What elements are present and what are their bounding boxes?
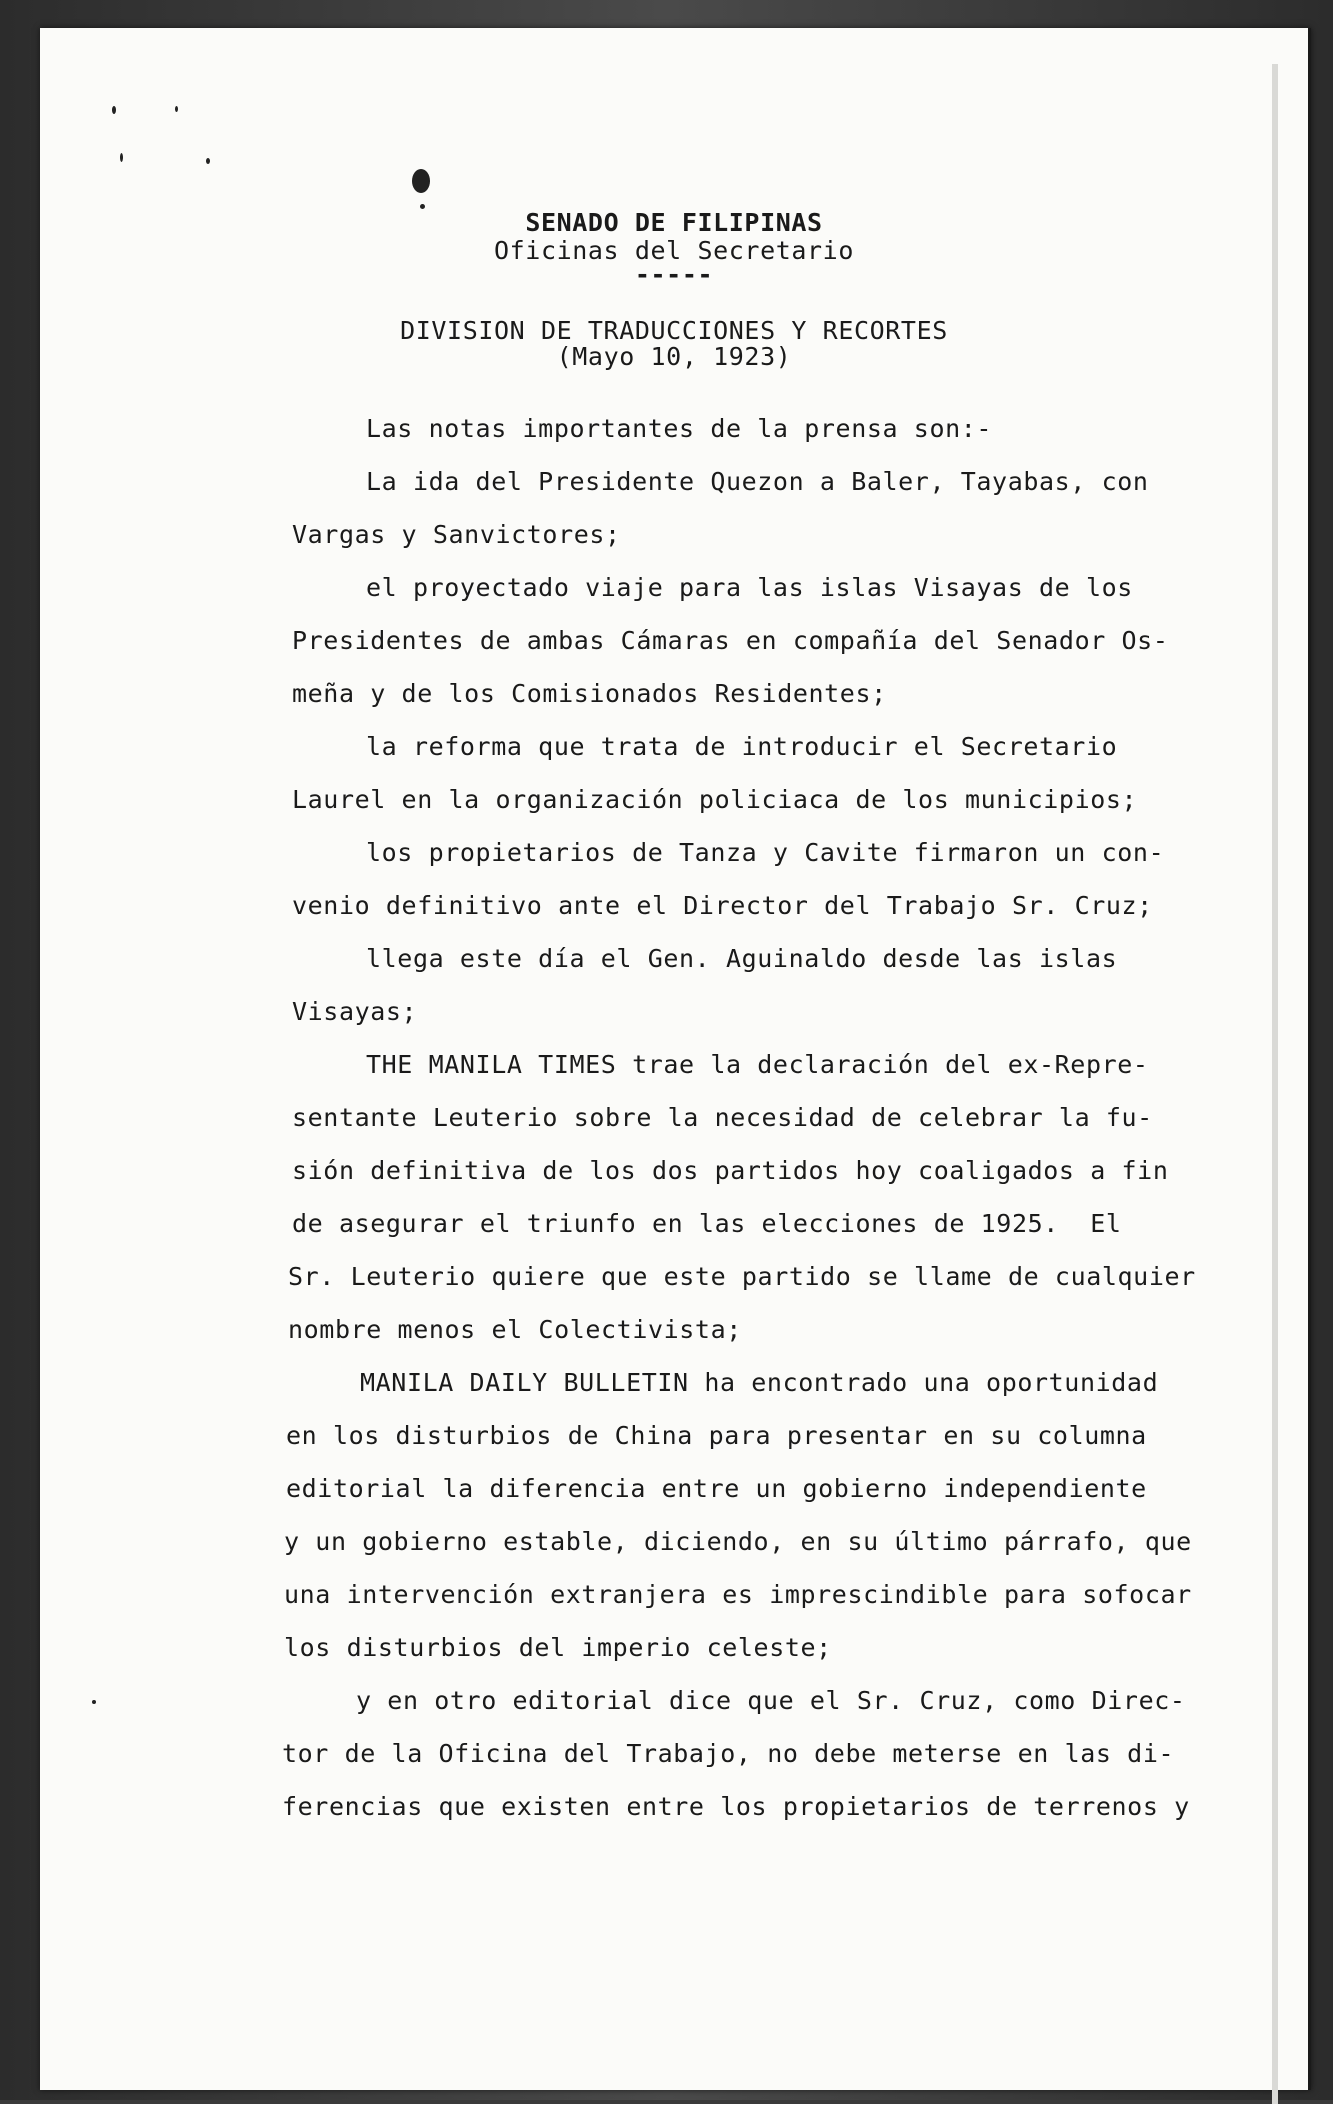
body-line: ferencias que existen entre los propietarios de terrenos y <box>282 1792 1190 1821</box>
ink-speck <box>206 158 210 164</box>
body-line: el proyectado viaje para las islas Visayas de los <box>366 573 1133 602</box>
body-line: sentante Leuterio sobre la necesidad de celebrar la fu- <box>292 1103 1153 1132</box>
body-line: Visayas; <box>292 997 418 1026</box>
ink-speck <box>112 106 116 114</box>
body-line: los disturbios del imperio celeste; <box>284 1633 832 1662</box>
document-date: (Mayo 10, 1923) <box>556 342 792 371</box>
ink-speck <box>120 153 123 162</box>
body-line: Laurel en la organización policiaca de los municipios; <box>292 785 1138 814</box>
body-line: nombre menos el Colectivista; <box>288 1315 742 1344</box>
body-line: y en otro editorial dice que el Sr. Cruz, como Direc- <box>356 1686 1186 1715</box>
body-line: meña y de los Comisionados Residentes; <box>292 679 887 708</box>
body-line: editorial la diferencia entre un gobierno independiente <box>286 1474 1147 1503</box>
senate-title: SENADO DE FILIPINAS <box>525 208 823 237</box>
body-line: Sr. Leuterio quiere que este partido se llame de cualquier <box>288 1262 1196 1291</box>
body-line: MANILA DAILY BULLETIN ha encontrado una oportunidad <box>360 1368 1159 1397</box>
ink-speck <box>175 106 178 112</box>
body-line: una intervención extranjera es imprescindible para sofocar <box>284 1580 1192 1609</box>
ink-speck <box>92 1700 96 1704</box>
body-line: tor de la Oficina del Trabajo, no debe meterse en las di- <box>282 1739 1175 1768</box>
division-title: DIVISION DE TRADUCCIONES Y RECORTES <box>400 316 948 345</box>
body-line: THE MANILA TIMES trae la declaración del ex-Repre- <box>366 1050 1149 1079</box>
body-line: Presidentes de ambas Cámaras en compañía del Senador Os- <box>292 626 1169 655</box>
body-line: La ida del Presidente Quezon a Baler, Tayabas, con <box>366 467 1149 496</box>
body-line: Vargas y Sanvictores; <box>292 520 621 549</box>
body-line: Las notas importantes de la prensa son:- <box>366 414 993 443</box>
header-rule: ----- <box>634 260 714 289</box>
body-line: los propietarios de Tanza y Cavite firmaron un con- <box>366 838 1165 867</box>
document-page <box>40 28 1311 2090</box>
body-line: venio definitivo ante el Director del Trabajo Sr. Cruz; <box>292 891 1153 920</box>
body-line: sión definitiva de los dos partidos hoy coaligados a fin <box>292 1156 1169 1185</box>
body-line: de asegurar el triunfo en las elecciones de 1925. El <box>292 1209 1122 1238</box>
body-line: llega este día el Gen. Aguinaldo desde las islas <box>366 944 1118 973</box>
body-line: la reforma que trata de introducir el Secretario <box>366 732 1118 761</box>
ink-speck <box>412 169 430 193</box>
office-subtitle: Oficinas del Secretario <box>494 236 854 265</box>
body-line: y un gobierno estable, diciendo, en su último párrafo, que <box>284 1527 1192 1556</box>
body-line: en los disturbios de China para presentar en su columna <box>286 1421 1147 1450</box>
